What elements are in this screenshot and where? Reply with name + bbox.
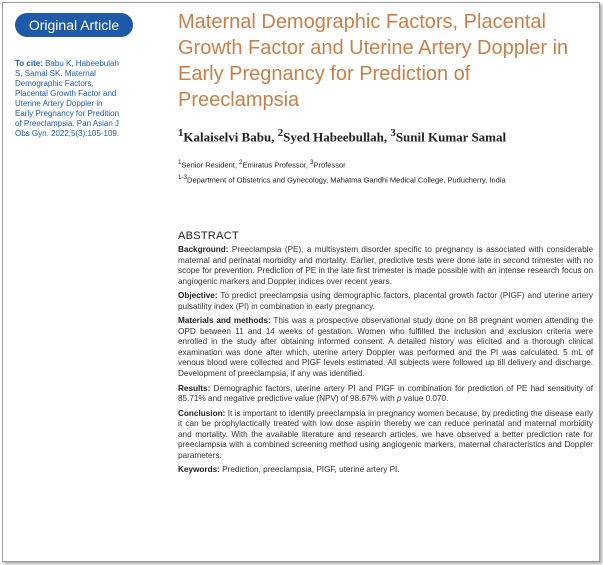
role-2-number: 2 bbox=[239, 159, 243, 166]
citation-label: To cite: bbox=[15, 59, 43, 68]
methods-text: This was a prospective observational study done on 88 pregnant women attending the OPD between 11 and 14 weeks of gestation. Women who fulfilled the inclusion and exclusion criteria were enrolled in the study after obtaining informed consent. A detailed history was elicited and a thorough clinical examination was done after which, uterine artery Doppler was performed and the PI was calculated. 5 mL of venous blood were collected and PIGF levels estimated. All subjects were followed up till delivery and discharge. Development of preeclampsia, if any was identified. bbox=[178, 316, 593, 379]
results-label: Results: bbox=[178, 383, 211, 393]
author-2-number: 2 bbox=[277, 127, 284, 139]
article-type-badge: Original Article bbox=[15, 13, 133, 37]
abstract-heading: ABSTRACT bbox=[178, 230, 240, 242]
author-3-name: Sunil Kumar Samal bbox=[395, 129, 507, 145]
abstract-conclusion bbox=[178, 409, 593, 462]
objective-text: To predict preeclampsia using demographic factors, placental growth factor (PIGF) and uterine artery pulsatility index (PI) in combination in early pregnancy. bbox=[178, 291, 593, 311]
author-list bbox=[178, 127, 588, 145]
role-3-text: Professor bbox=[313, 160, 346, 170]
abstract-objective bbox=[178, 291, 593, 312]
methods-label: Materials and methods: bbox=[178, 316, 271, 326]
department-number: 1-3 bbox=[178, 173, 188, 181]
role-3-number: 3 bbox=[310, 159, 314, 166]
abstract-keywords bbox=[178, 465, 593, 476]
department-text: Department of Obstetrics and Gynecology, Mahatma Gandhi Medical College, Puducherry, India bbox=[187, 175, 506, 184]
article-page bbox=[2, 2, 600, 562]
author-1-name: Kalaiselvi Babu, bbox=[183, 129, 275, 145]
results-text: Demographic factors, uterine artery PI and PIGF in combination for prediction of PE had sensitivity of 85.71% and negative predictive value (NPV) of 98.67% with bbox=[178, 383, 593, 404]
affiliation-roles bbox=[178, 157, 588, 172]
abstract-methods bbox=[178, 316, 593, 379]
results-text-end: value 0.070. bbox=[401, 394, 449, 404]
author-3-number: 3 bbox=[390, 127, 396, 139]
abstract-body bbox=[178, 245, 593, 480]
author-1-number: 1 bbox=[178, 127, 184, 139]
keywords-text: Prediction, preeclampsia, PIGF, uterine artery PI. bbox=[222, 465, 400, 475]
conclusion-label: Conclusion: bbox=[178, 408, 226, 418]
role-1-text: Senior Resident, bbox=[181, 160, 240, 170]
article-title: Maternal Demographic Factors, Placental Growth Factor and Uterine Artery Doppler in Early Pregnancy for Prediction of Preeclampsia bbox=[178, 11, 569, 111]
abstract-background bbox=[178, 245, 593, 287]
conclusion-text: It is important to identify preeclampsia in pregnancy women because, by predicting the disease early it can be prophylactically treated with low dose aspirin thereby we can reduce perinatal and maternal morbidity and mortality. With the available literature and research articles, we have observed a better prediction rate for preeclampsia with a combined screening method using angiogenic markers, maternal characteristics and Doppler parameters. bbox=[178, 408, 593, 460]
background-text: Preeclampsia (PE), a multisystem disorder specific to pregnancy is associated with considerable maternal and perinatal morbidity and mortality. Earlier, predictive tests were done late in second trimester with no scope for prevention. Prediction of PE in the late first trimester is made possible with an intense research focus on angiogenic markers and Doppler indices over recent years. bbox=[178, 245, 593, 286]
affiliations bbox=[178, 157, 588, 186]
keywords-label: Keywords: bbox=[178, 465, 220, 475]
abstract-results bbox=[178, 384, 593, 405]
citation-text: Babu K, Habeebulah S, Samal SK. Maternal Demographic Factors, Placental Growth Factor and Uterine Artery Doppler in Early Pregnancy for Predition of Preeclampsia. Pan Asian J Obs Gyn. 2022;5(3):105-109. bbox=[15, 59, 120, 138]
affiliation-department bbox=[178, 172, 588, 187]
results-p-symbol: p bbox=[396, 394, 402, 404]
author-2-name: Syed Habeebullah, bbox=[283, 129, 388, 145]
objective-label: Objective: bbox=[178, 291, 218, 301]
background-label: Background: bbox=[178, 245, 229, 254]
citation-block bbox=[15, 59, 123, 139]
role-2-text: Emiratus Professor, bbox=[242, 160, 311, 170]
role-1-number: 1 bbox=[178, 159, 182, 166]
